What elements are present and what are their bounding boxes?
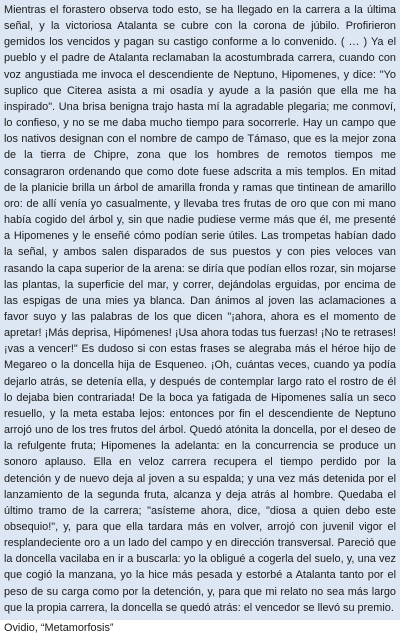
citation-text: Ovidio, “Metamorfosis” [4,622,114,634]
passage-text: Mientras el forastero observa todo esto, se ha llegado en la carrera a la última señal, y la victoriosa Atalanta se cubre con la corona de júbilo. Profirieron gemidos los vencidos y pagan su castigo conforme a lo convenido. ( … ) Ya el pueblo y el padre de Atalanta reclamaban la acostumbrada carrera, cuando con voz angustiada me invoca el descendiente de Neptuno, Hipomenes, y dice: "Yo suplico que Citerea asista a mi osadía y ayude a la pasión que ella me ha inspirado". Una brisa benigna trajo hasta mí la agradable plegaria; me conmoví, lo confieso, y no se me daba mucho tiempo para socorrerle. Hay un campo que los nativos designan con el nombre de campo de Támaso, que es la mejor zona de la tierra de Chipre, zona que los hombres de remotos tiempos me consagraron ordenando que como dote fuese adscrita a mis templos. En mitad de la planicie brilla un árbol de amarilla fronda y ramas que tintinean de amarillo oro: de allí venía yo casualmente, y llevaba tres frutas de oro que con mi mano había cogido del árbol y, sin que nadie pudiese verme más que él, me presenté a Hipomenes y le enseñé cómo podían serie útiles. Las trompetas habían dado la señal, y ambos salen disparados de sus puestos y con pies veloces van rasando la capa superior de la arena: se diría que podían ellos rozar, sin mojarse las plantas, la superficie del mar, y correr, dejándolas erguidas, por encima de las espigas de una mies ya blanca. Dan ánimos al joven las aclamaciones a favor suyo y las palabras de los que dicen "¡ahora, ahora es el momento de apretar! ¡Más deprisa, Hipómenes! ¡Usa ahora todas tus fuerzas! ¡No te retrases! ¡vas a vencer!" Es dudoso si con estas frases se alegraba más el héroe hijo de Megareo o la doncella hija de Esqueneo. ¡Oh, cuántas veces, cuando ya podía dejarlo atrás, se detenía ella, y después de contemplar largo rato el rostro de él lo dejaba bien contrariada! De la boca ya fatigada de Hipomenes salía un seco resuello, y la meta estaba lejos: entonces por fin el descendiente de Neptuno arrojó uno de los tres frutos del árbol. Quedó atónita la doncella, por el deseo de la refulgente fruta; Hipomenes la adelanta: en la concurrencia se produce un sonoro aplauso. Ella en veloz carrera recupera el tiempo perdido por la detención y de nuevo deja al joven a su espalda; y una vez más detenida por el lanzamiento de la segunda fruta, alcanza y deja atrás al hombre. Quedaba el último tramo de la carrera; "asísteme ahora, dice, "diosa a quien debo este obsequio!", y, para que ella tardara más en volver, arrojó con juvenil vigor el resplandeciente oro a un lado del campo y en dirección transversal. Pareció que la doncella vacilaba en ir a buscarla: yo la obligué a cogerla del suelo, y, una vez que cogió la manzana, yo la hice más pesada y estorbé a Atalanta tanto por el peso de su carga como por la detención, y, para que mi relato no sea más largo que la propia carrera, la doncella se quedó atrás: el vencedor se llevó su premio. [4,4,396,614]
